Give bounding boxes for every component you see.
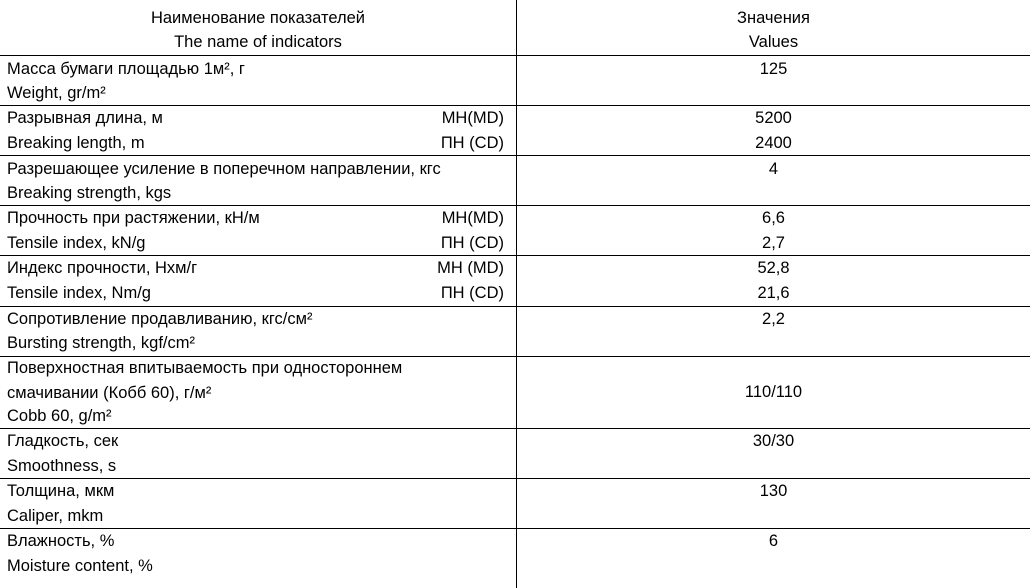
direction-cd: ПН (CD) xyxy=(440,284,504,302)
row-divider xyxy=(0,55,1030,56)
indicator-name-en: Smoothness, s xyxy=(7,457,117,475)
header-name-en: The name of indicators xyxy=(174,33,342,51)
indicator-value: 2,2 xyxy=(762,310,785,328)
direction-md: МН(MD) xyxy=(441,109,504,127)
indicator-value-cd: 21,6 xyxy=(757,284,790,302)
indicator-value: 4 xyxy=(768,160,779,178)
header-name-ru: Наименование показателей xyxy=(150,9,366,27)
indicator-name-ru: Поверхностная впитываемость при одностороннем xyxy=(7,359,403,377)
indicator-name-en: Tensile index, kN/g xyxy=(7,234,146,252)
indicator-value: 6 xyxy=(768,532,779,550)
indicator-name-en: Bursting strength, kgf/cm² xyxy=(7,334,195,352)
indicator-name-en: Breaking length, m xyxy=(7,134,145,152)
indicator-name-en: Caliper, mkm xyxy=(7,507,104,525)
indicator-name-en: Tensile index, Nm/g xyxy=(7,284,151,302)
indicator-value-md: 52,8 xyxy=(757,259,790,277)
indicator-name-ru: Разрывная длина, м xyxy=(7,109,163,127)
indicator-value: 30/30 xyxy=(752,432,795,450)
header-values-en: Values xyxy=(748,33,799,51)
direction-cd: ПН (CD) xyxy=(440,234,504,252)
indicator-name-en: Cobb 60, g/m² xyxy=(7,407,112,425)
indicator-name-en: Weight, gr/m² xyxy=(7,84,106,102)
header-values-ru: Значения xyxy=(737,9,810,27)
indicator-name-ru: Разрешающее усиление в поперечном направлении, кгс xyxy=(7,160,441,178)
direction-md: МН(MD) xyxy=(441,209,504,227)
indicator-name-ru-cont: смачивании (Кобб 60), г/м² xyxy=(7,384,212,402)
indicator-name-ru: Масса бумаги площадью 1м², г xyxy=(7,60,245,78)
indicator-value-md: 6,6 xyxy=(762,209,785,227)
indicator-name-en: Breaking strength, kgs xyxy=(7,184,172,202)
direction-md: МН (MD) xyxy=(437,259,504,277)
indicator-name-ru: Сопротивление продавливанию, кгс/см² xyxy=(7,310,313,328)
indicator-name-ru: Гладкость, сек xyxy=(7,432,119,450)
indicator-name-en: Moisture content, % xyxy=(7,557,153,575)
indicator-name-ru: Толщина, мкм xyxy=(7,482,115,500)
indicator-name-ru: Влажность, % xyxy=(7,532,115,550)
indicator-value-md: 5200 xyxy=(755,109,792,127)
indicator-value-cd: 2,7 xyxy=(762,234,785,252)
indicator-name-ru: Прочность при растяжении, кН/м xyxy=(7,209,260,227)
indicator-value: 110/110 xyxy=(744,383,803,401)
indicator-value: 125 xyxy=(759,60,788,78)
indicator-value-cd: 2400 xyxy=(755,134,792,152)
direction-cd: ПН (CD) xyxy=(440,134,504,152)
indicator-name-ru: Индекс прочности, Нхм/г xyxy=(7,259,198,277)
indicator-value: 130 xyxy=(759,482,788,500)
